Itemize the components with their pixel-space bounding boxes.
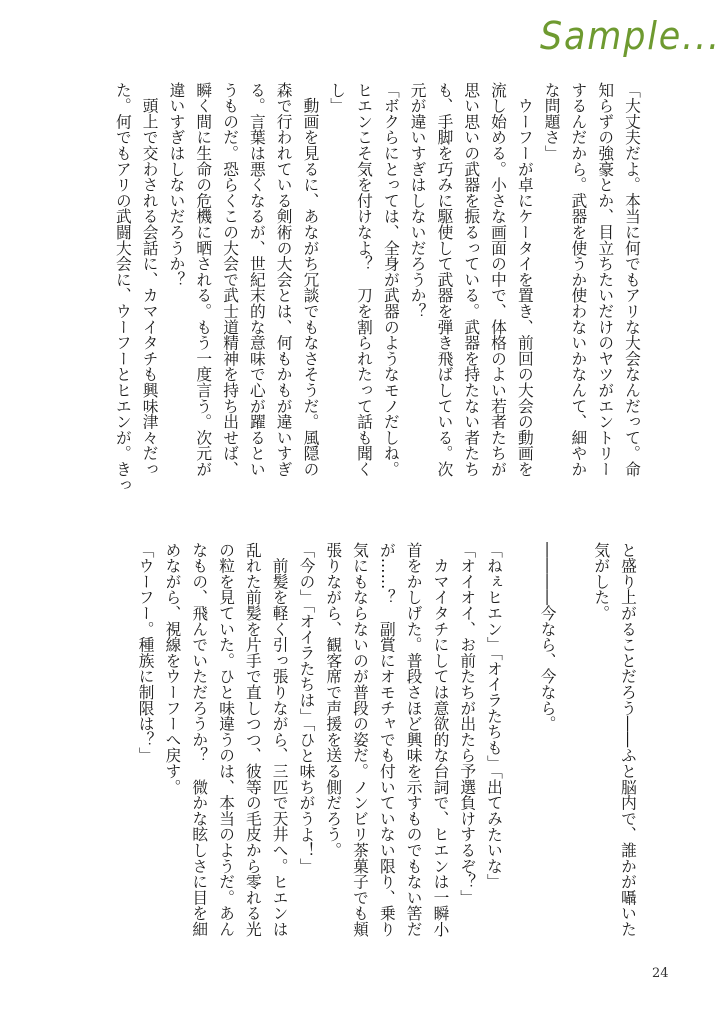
text-line: 思い思いの武器を振るっている。武器を持たない者たち bbox=[462, 82, 482, 477]
text-line: 頭上で交わされる会話に、カマイタチも興味津々だっ bbox=[140, 82, 160, 477]
text-line: 森で行われている剣術の大会とは、何もかもが違いすぎ bbox=[274, 82, 294, 477]
text-line: 乱れた前髪を片手で直しつつ、彼等の毛皮から零れる光 bbox=[243, 542, 263, 937]
text-line: な問題さ」 bbox=[542, 82, 562, 161]
text-line: なもの、飛んでいただろうか？ 微かな眩しさに目を細 bbox=[190, 542, 210, 937]
text-line: 「ボクらにとっては、全身が武器のようなモノだしね。 bbox=[381, 82, 401, 477]
text-line: 首をかしげた。普段さほど興味を示すものでもない筈だ bbox=[404, 542, 424, 937]
sample-watermark: Sample... bbox=[540, 14, 721, 58]
text-line: 張りながら、観客席で声援を送る側だろう。 bbox=[324, 542, 344, 858]
text-line: た。何でもアリの武闘大会に、ウーフーとヒエンが。きっ bbox=[113, 82, 133, 493]
text-line: 「ウーフー。種族に制限は？」 bbox=[136, 542, 156, 764]
text-line: 「今の」「オイラたちは」「ひと味ちがうよ！」 bbox=[297, 542, 317, 874]
text-line: ヒエンこそ気を付けなよ？ 刀を割られたって話も聞く bbox=[355, 82, 375, 477]
text-line: カマイタチにしては意欲的な台詞で、ヒエンは一瞬小 bbox=[431, 542, 451, 937]
text-line: 瞬く間に生命の危機に晒される。もう一度言う。次元が bbox=[194, 82, 214, 477]
text-line: めながら、視線をウーフーへ戻す。 bbox=[163, 542, 183, 795]
text-line: 前髪を軽く引っ張りながら、三匹で天井へ。ヒエンは bbox=[270, 542, 290, 937]
text-line: 気にもならないのが普段の姿だ。ノンビリ茶菓子でも頬 bbox=[351, 542, 371, 937]
text-line: 知らずの強豪とか、目立ちたいだけのヤツがエントリー bbox=[596, 82, 616, 477]
text-line: が……？ 副賞にオモチャでも付いていない限り、乗り bbox=[377, 542, 397, 937]
text-line: ――――今なら、今なら。 bbox=[538, 542, 558, 732]
text-line: る。言葉は悪くなるが、世紀末的な意味で心が躍るとい bbox=[247, 82, 267, 477]
text-line: 「オイオイ、お前たちが出たら予選負けするぞ？」 bbox=[458, 542, 478, 906]
text-line: の粒を見ていた。ひと味違うのは、本当のようだ。あん bbox=[217, 542, 237, 937]
text-line bbox=[507, 542, 534, 947]
text-block-top bbox=[109, 82, 645, 493]
text-line: うものだ。恐らくこの大会で武士道精神を持ち出せば、 bbox=[221, 82, 241, 477]
text-line: するんだから。武器を使うか使わないかなんて、細やか bbox=[569, 82, 589, 477]
text-line: ウーフーが卓にケータイを置き、前回の大会の動画を bbox=[515, 82, 535, 477]
text-line: 元が違いすぎはしないだろうか？ bbox=[408, 82, 428, 319]
text-line bbox=[561, 542, 588, 947]
text-line: と盛り上がることだろう――ふと脳内で、誰かが囁いた bbox=[619, 542, 638, 937]
text-line: 「ねぇヒエン」「オイラたちも」「出てみたいな」 bbox=[485, 542, 505, 890]
text-line: 動画を見るに、あながち冗談でもなさそうだ。風隠の bbox=[301, 82, 321, 477]
text-line: 「大丈夫だよ。本当に何でもアリな大会なんだって。命 bbox=[623, 82, 642, 477]
page-number: 24 bbox=[652, 966, 669, 981]
text-block-bottom bbox=[132, 542, 641, 947]
text-line: 気がした。 bbox=[592, 542, 612, 621]
text-line: 違いすぎはしないだろうか？ bbox=[167, 82, 187, 288]
text-line: 流し始める。小さな画面の中で、体格のよい若者たちが bbox=[489, 82, 509, 477]
text-line: し」 bbox=[328, 82, 348, 114]
text-line: も、手脚を巧みに駆使して武器を弾き飛ばしている。次 bbox=[435, 82, 455, 477]
